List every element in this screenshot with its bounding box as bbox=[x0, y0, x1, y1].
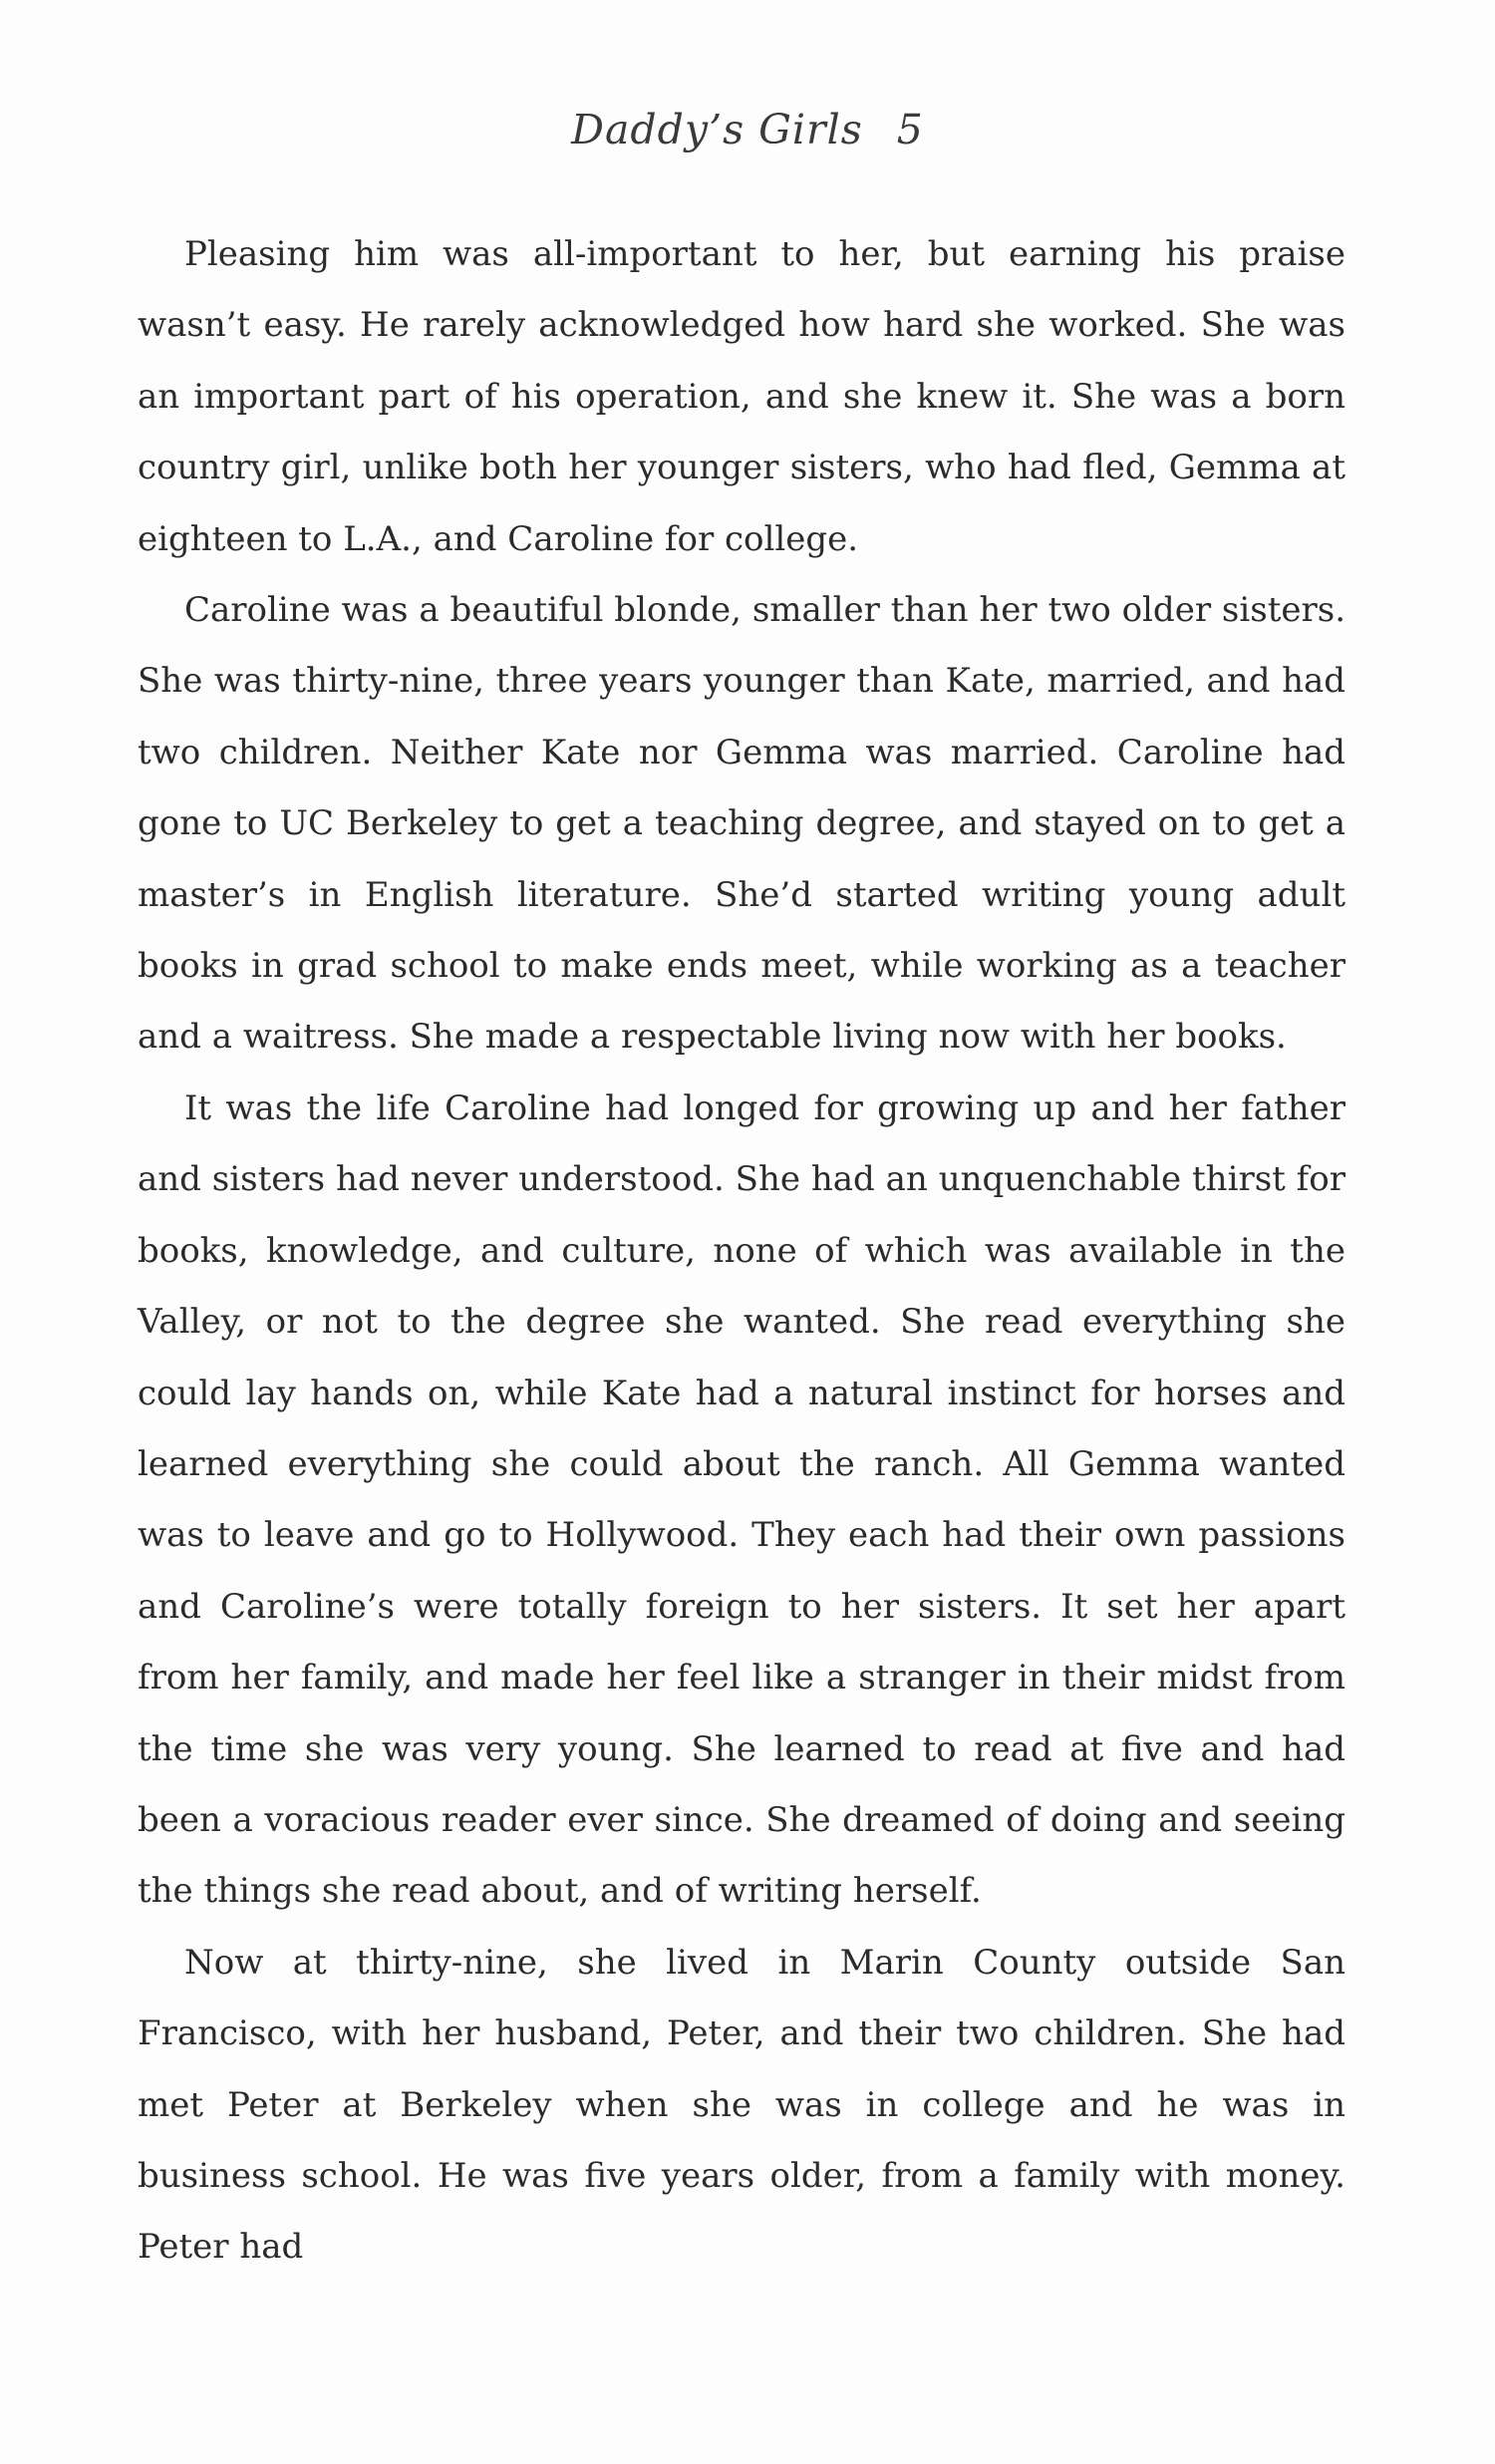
paragraph-3: It was the life Caroline had longed for growing up and her father and sisters had never understood. She had an unquenchable thirst for books, knowledge, and culture, none of which was available in the Valley, or not to the degree she wanted. She read everything she could lay hands on, while Kate had a natural instinct for horses and learned everything she could about the ranch. All Gemma wanted was to leave and go to Hollywood. They each had their own passions and Caroline’s were totally foreign to her sisters. It set her apart from her family, and made her feel like a stranger in their midst from the time she was very young. She learned to read at five and had been a voracious reader ever since. She dreamed of doing and seeing the things she read about, and of writing herself. bbox=[138, 1087, 1346, 1912]
paragraph-1: Pleasing him was all-important to her, but earning his praise wasn’t easy. He rarely acknowledged how hard she worked. She was an important part of his operation, and she knew it. She was a born country girl, unlike both her younger sisters, who had fled, Gemma at eighteen to L.A., and Caroline for college. bbox=[138, 234, 1346, 559]
book-title: Daddy’s Girls bbox=[571, 106, 863, 154]
page-number: 5 bbox=[896, 106, 924, 154]
paragraph-2: Caroline was a beautiful blonde, smaller than her two older sisters. She was thirty-nine, three years younger than Kate, married, and had two children. Neither Kate nor Gemma was married. Caroline had gone to UC Berkeley to get a teaching degree, and stayed on to get a master’s in English literature. She’d started writing young adult books in grad school to make ends meet, while working as a teacher and a waitress. She made a respectable living now with her books. bbox=[138, 590, 1346, 1058]
paragraph-4: Now at thirty-nine, she lived in Marin County outside San Francisco, with her husband, Peter, and their two children. She had met Peter at Berkeley when she was in college and he was in business school. He was five years older, from a family with money. Peter had bbox=[138, 1942, 1346, 2268]
body-text bbox=[138, 219, 1346, 2284]
running-head bbox=[0, 100, 1495, 159]
